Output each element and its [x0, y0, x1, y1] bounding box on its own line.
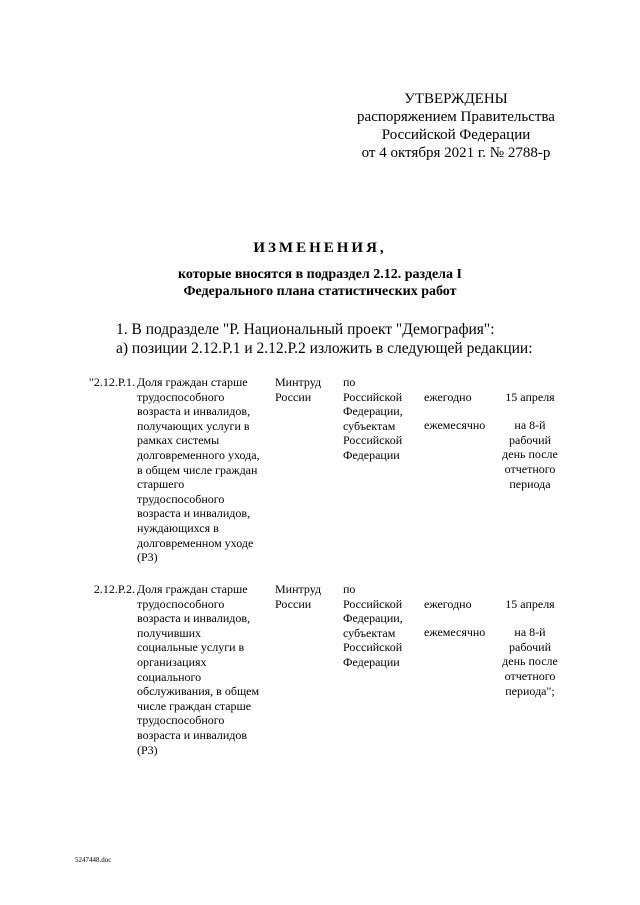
row-organization: Минтруд России	[275, 582, 322, 611]
due-annual: 15 апреля	[505, 596, 555, 611]
approval-heading: УТВЕРЖДЕНЫ	[404, 91, 508, 107]
due-annual: 15 апреля	[505, 389, 555, 404]
row-code: "2.12.Р.1.	[88, 375, 135, 389]
row-code: 2.12.Р.2.	[93, 582, 135, 596]
subtitle-line-2: Федерального плана статистических работ	[183, 284, 457, 299]
approval-stamp	[345, 90, 567, 162]
row-due	[480, 582, 580, 713]
approval-date-number: от 4 октября 2021 г. № 2788-р	[361, 145, 551, 161]
document-subtitle	[0, 266, 640, 300]
row-description: Доля граждан старше трудоспособного возраста и инвалидов, получающих услуги в рамках системы долговременного ухода, в общем числе граждан старшего трудоспособного возраста и инвалидов, нуждающихся в долговременном уходе (Р3)	[137, 375, 260, 565]
paragraph-2: а) позиции 2.12.Р.1 и 2.12.Р.2 изложить в следующей редакции:	[116, 340, 533, 357]
approval-authority: распоряжением Правительства	[357, 109, 555, 125]
periodicity-monthly: ежемесячно	[424, 625, 486, 640]
periodicity-annual: ежегодно	[424, 596, 472, 611]
periodicity-monthly: ежемесячно	[424, 418, 486, 433]
due-monthly: на 8-й рабочий день после отчетного периода";	[502, 625, 558, 698]
row-organization: Минтруд России	[275, 375, 322, 404]
due-monthly: на 8-й рабочий день после отчетного периода	[502, 418, 558, 491]
document-title: ИЗМЕНЕНИЯ,	[253, 240, 387, 256]
row-level: по Российской Федерации, субъектам Российской Федерации	[343, 375, 403, 462]
paragraph-1: 1. В подразделе "Р. Национальный проект "Демография":	[116, 321, 495, 338]
row-description: Доля граждан старше трудоспособного возраста и инвалидов, получивших социальные услуги в организациях социального обслуживания, в общем числе граждан старше трудоспособного возраста и инвалидов (Р3)	[137, 582, 260, 757]
file-reference: 5247448.doc	[75, 856, 112, 864]
row-due	[480, 375, 580, 506]
approval-government: Российской Федерации	[381, 127, 531, 143]
subtitle-line-1: которые вносятся в подраздел 2.12. раздела I	[178, 267, 462, 282]
row-level: по Российской Федерации, субъектам Российской Федерации	[343, 582, 403, 669]
periodicity-annual: ежегодно	[424, 389, 472, 404]
